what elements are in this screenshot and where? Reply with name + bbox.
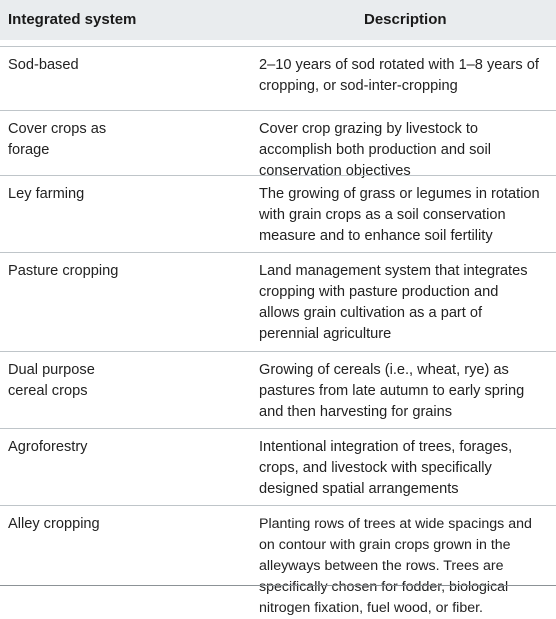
row-description: 2–10 years of sod rotated with 1–8 years of cropping, or sod-inter-cropping bbox=[259, 57, 539, 94]
header-description: Description bbox=[364, 11, 447, 28]
table-row bbox=[0, 428, 556, 506]
row-description: Land management system that integrates cropping with pasture production and allows grain cultivation as a part of perennial agriculture bbox=[259, 263, 528, 342]
row-system: Alley cropping bbox=[8, 516, 100, 532]
table-row bbox=[0, 175, 556, 253]
row-description: Growing of cereals (i.e., wheat, rye) as pastures from late autumn to early spring and then harvesting for grains bbox=[259, 362, 525, 420]
row-system: Dual purpose cereal crops bbox=[8, 362, 95, 399]
table-row bbox=[0, 252, 556, 352]
row-system: Cover crops as forage bbox=[8, 121, 107, 158]
row-system: Sod-based bbox=[8, 57, 79, 73]
table-row bbox=[0, 110, 556, 179]
row-description: Intentional integration of trees, forages, crops, and livestock with specifically designed spatial arrangements bbox=[259, 439, 513, 497]
row-description: Planting rows of trees at wide spacings and on contour with grain crops grown in the alleyways between the rows. Trees are specifically chosen for fodder, biological nitrogen fixation, fuel wood, or fiber. bbox=[259, 516, 532, 616]
row-description: The growing of grass or legumes in rotation with grain crops as a soil conservation measure and to enhance soil fertility bbox=[259, 186, 540, 244]
table-header bbox=[0, 0, 556, 40]
row-system: Agroforestry bbox=[8, 439, 88, 455]
header-integrated-system: Integrated system bbox=[8, 11, 137, 28]
row-system: Ley farming bbox=[8, 186, 85, 202]
table-bottom-rule bbox=[0, 585, 556, 586]
table-row bbox=[0, 351, 556, 429]
table-row bbox=[0, 505, 556, 616]
row-description: Cover crop grazing by livestock to accomplish both production and soil conservation objectives bbox=[259, 121, 492, 179]
row-system: Pasture cropping bbox=[8, 263, 119, 279]
table-row bbox=[0, 46, 556, 111]
